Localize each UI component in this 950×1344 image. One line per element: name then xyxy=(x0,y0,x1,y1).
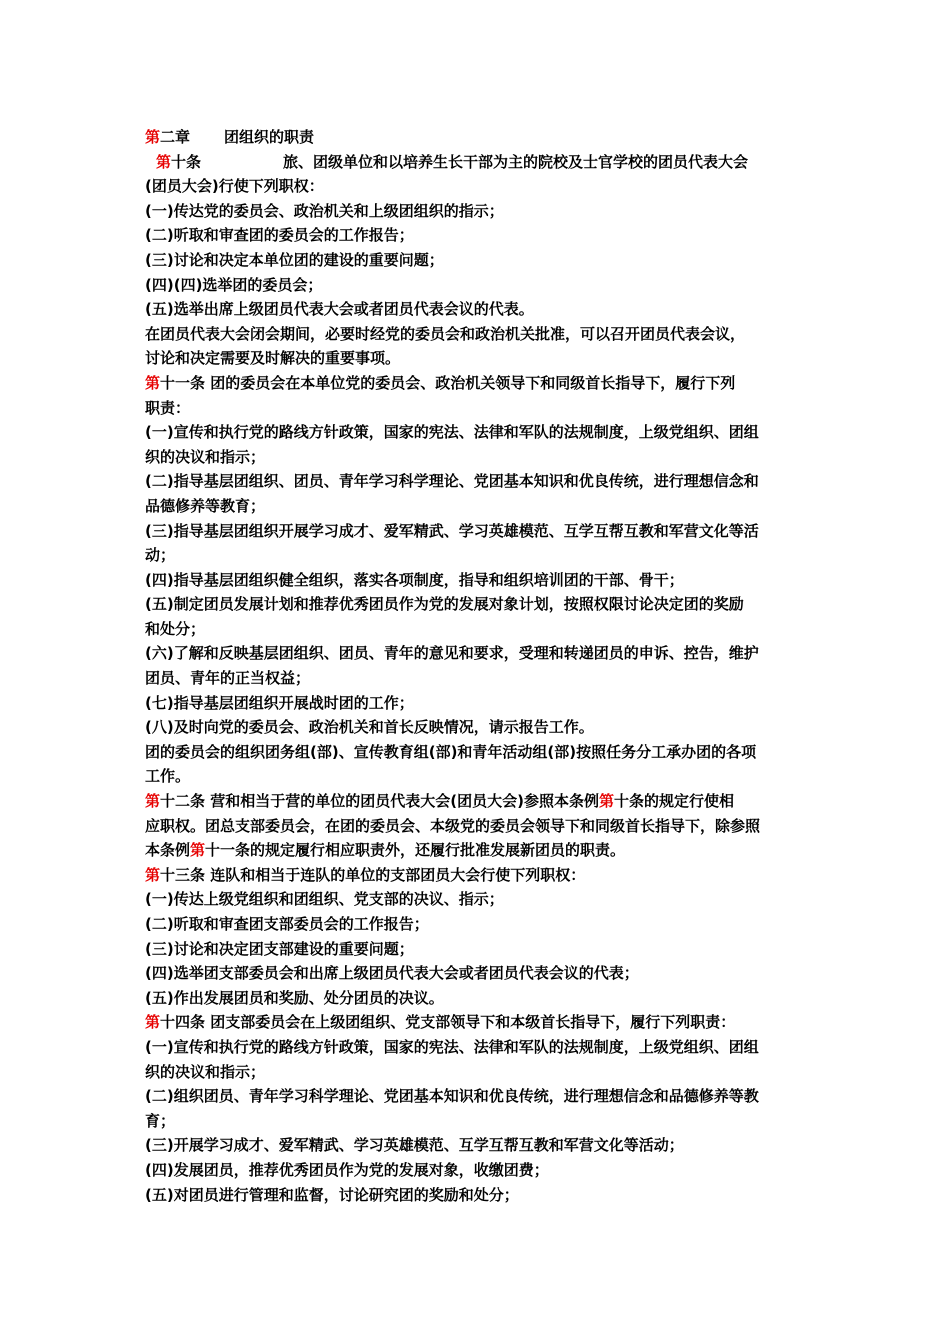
article-11-heading xyxy=(145,371,810,396)
text-line: (三)讨论和决定团支部建设的重要问题； xyxy=(145,939,414,958)
text-line: 工作。 xyxy=(145,767,191,786)
text-line: 团的委员会的组织团务组(部)、宣传教育组(部)和青年活动组(部)按照任务分工承办团的各项 xyxy=(145,742,757,761)
text-line: 品德修养等教育； xyxy=(145,496,266,515)
text-line: (四)(四)选举团的委员会； xyxy=(145,275,323,294)
text-line: 动； xyxy=(145,546,176,565)
article-prefix: 第 xyxy=(156,152,172,171)
article-prefix: 第 xyxy=(145,865,161,884)
text-line: (四)选举团支部委员会和出席上级团员代表大会或者团员代表会议的代表； xyxy=(145,964,639,983)
text-line: (二)听取和审查团支部委员会的工作报告； xyxy=(145,915,429,933)
article-prefix: 第 xyxy=(145,373,161,392)
text-segment: 本条例 xyxy=(145,841,191,860)
text-line: 团员、青年的正当权益； xyxy=(145,669,311,688)
chapter-title: 团组织的职责 xyxy=(224,128,315,146)
text-line: (五)对团员进行管理和监督，讨论研究团的奖励和处分； xyxy=(145,1185,519,1204)
text-line: (二)听取和审查团的委员会的工作报告； xyxy=(145,226,414,245)
article-12-heading xyxy=(145,789,810,814)
chapter-number: 二章 xyxy=(160,128,191,146)
text-line: 织的决议和指示； xyxy=(145,447,266,466)
article-12-line-3 xyxy=(145,838,810,863)
article-text-continued: 十条的规定行使相 xyxy=(613,792,734,811)
article-10-heading xyxy=(145,150,810,175)
text-line: (七)指导基层团组织开展战时团的工作； xyxy=(145,693,414,712)
text-line: 职责： xyxy=(145,398,191,417)
text-line: (三)指导基层团组织开展学习成才、爱军精武、学习英雄模范、互学互帮互教和军营文化等活 xyxy=(145,521,759,540)
text-line: (团员大会)行使下列职权： xyxy=(145,177,324,196)
text-line: 和处分； xyxy=(145,619,206,638)
text-line: (三)讨论和决定本单位团的建设的重要问题； xyxy=(145,250,444,269)
text-line: (四)发展团员，推荐优秀团员作为党的发展对象，收缴团费； xyxy=(145,1160,549,1179)
text-line: (八)及时向党的委员会、政治机关和首长反映情况，请示报告工作。 xyxy=(145,718,594,737)
article-reference-prefix: 第 xyxy=(598,792,614,811)
article-text: 十二条 营和相当于营的单位的团员代表大会(团员大会)参照本条例 xyxy=(160,792,599,811)
text-line: (五)选举出席上级团员代表大会或者团员代表会议的代表。 xyxy=(145,300,534,319)
text-line: 织的决议和指示； xyxy=(145,1062,266,1081)
text-line: (一)传达党的委员会、政治机关和上级团组织的指示； xyxy=(145,201,504,220)
text-line: (五)制定团员发展计划和推荐优秀团员作为党的发展对象计划，按照权限讨论决定团的奖励 xyxy=(145,595,744,614)
text-line: (六)了解和反映基层团组织、团员、青年的意见和要求，受理和转递团员的申诉、控告，维护 xyxy=(145,644,759,663)
text-segment: 十一条的规定履行相应职责外，还履行批准发展新团员的职责。 xyxy=(205,841,626,860)
article-prefix: 第 xyxy=(145,1013,161,1032)
article-number: 十条 xyxy=(171,152,202,171)
article-reference-prefix: 第 xyxy=(190,841,206,860)
chapter-heading xyxy=(145,125,810,150)
text-line: (一)宣传和执行党的路线方针政策，国家的宪法、法律和军队的法规制度，上级党组织、团组 xyxy=(145,1037,759,1056)
text-line: 讨论和决定需要及时解决的重要事项。 xyxy=(145,349,401,368)
text-line: (五)作出发展团员和奖励、处分团员的决议。 xyxy=(145,988,444,1007)
text-line: (一)宣传和执行党的路线方针政策，国家的宪法、法律和军队的法规制度，上级党组织、团组 xyxy=(145,423,759,442)
article-13-heading xyxy=(145,863,810,888)
article-text: 十一条 团的委员会在本单位党的委员会、政治机关领导下和同级首长指导下，履行下列 xyxy=(160,373,736,392)
text-line: (三)开展学习成才、爱军精武、学习英雄模范、互学互帮互教和军营文化等活动； xyxy=(145,1136,684,1155)
chapter-prefix: 第 xyxy=(145,128,161,146)
article-prefix: 第 xyxy=(145,792,161,811)
text-line: (二)指导基层团组织、团员、青年学习科学理论、党团基本知识和优良传统，进行理想信念和 xyxy=(145,472,759,491)
article-14-heading xyxy=(145,1010,810,1035)
text-line: (二)组织团员、青年学习科学理论、党团基本知识和优良传统，进行理想信念和品德修养等教 xyxy=(145,1087,759,1106)
article-text: 十四条 团支部委员会在上级团组织、党支部领导下和本级首长指导下，履行下列职责： xyxy=(160,1013,736,1032)
text-line: (一)传达上级党组织和团组织、党支部的决议、指示； xyxy=(145,890,504,909)
text-line: 在团员代表大会闭会期间，必要时经党的委员会和政治机关批准，可以召开团员代表会议， xyxy=(145,324,746,343)
document-page xyxy=(145,125,810,1207)
article-text: 旅、团级单位和以培养生长干部为主的院校及士官学校的团员代表大会 xyxy=(283,152,749,171)
text-line: 育； xyxy=(145,1111,176,1130)
article-text: 十三条 连队和相当于连队的单位的支部团员大会行使下列职权： xyxy=(160,865,586,884)
text-line: 应职权。团总支部委员会，在团的委员会、本级党的委员会领导下和同级首长指导下，除参照 xyxy=(145,816,761,835)
text-line: (四)指导基层团组织健全组织，落实各项制度，指导和组织培训团的干部、骨干； xyxy=(145,570,684,589)
